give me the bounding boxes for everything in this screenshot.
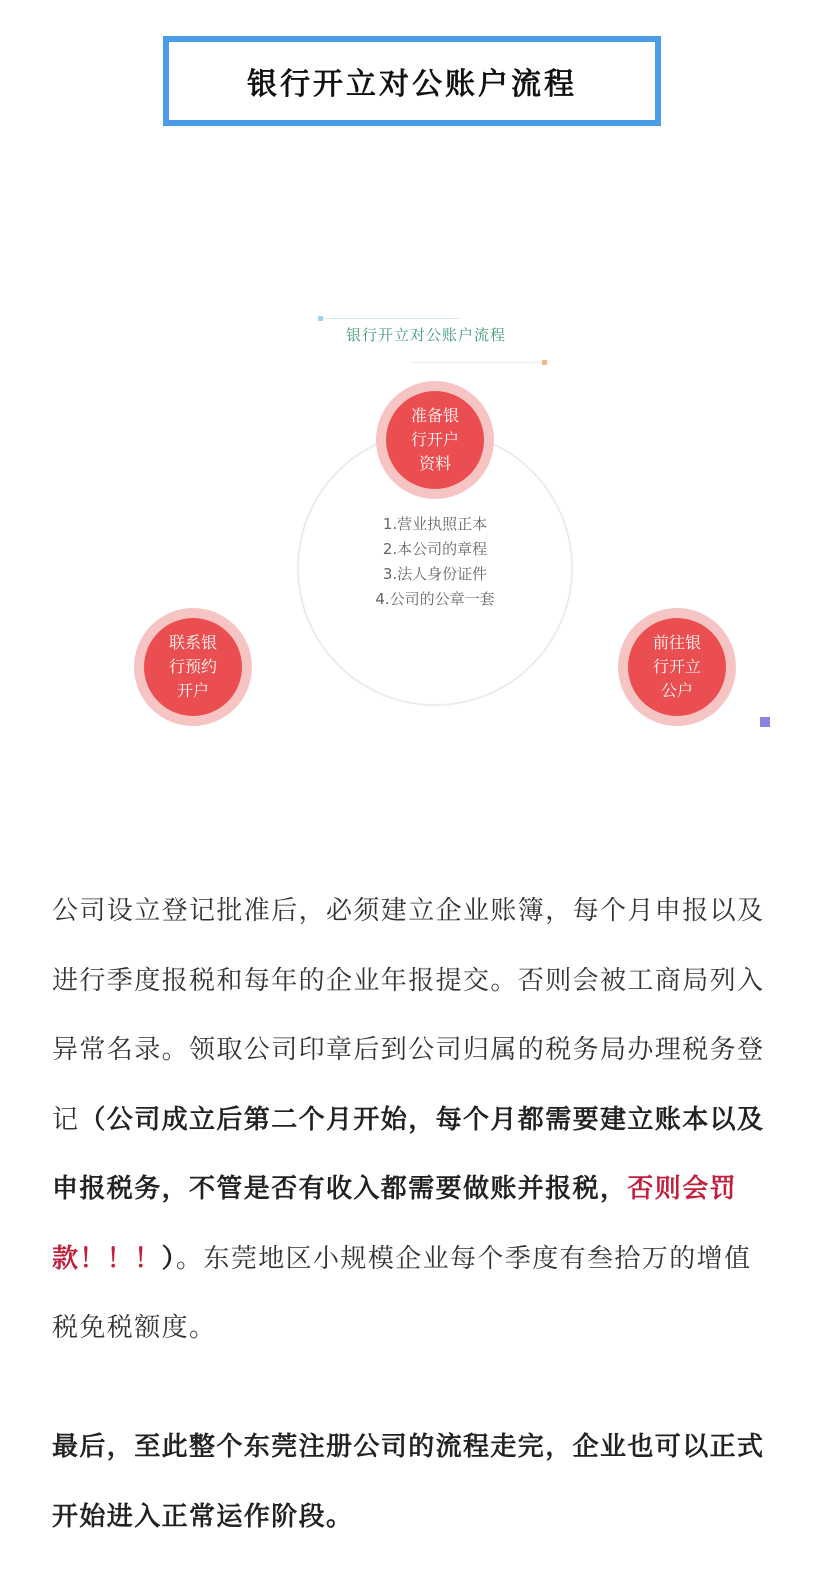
list-item: 3.法人身份证件 <box>382 565 488 583</box>
list-item: 4.公司的公章一套 <box>375 590 495 608</box>
decor-dot <box>318 316 323 321</box>
page-title-box <box>163 36 661 126</box>
paragraph-text: 。东莞地区小规模企业每个季度有叁拾万的增值税免税额度。 <box>52 1243 752 1343</box>
step-label: 联系银行预约开户 <box>168 633 217 700</box>
diagram-title: 银行开立对公账户流程 <box>346 326 507 344</box>
list-item: 1.营业执照正本 <box>382 515 488 533</box>
body-paragraph-2 <box>52 1413 774 1552</box>
process-diagram <box>0 300 828 760</box>
step-node-open <box>618 608 736 726</box>
step-node-contact <box>134 608 252 726</box>
body-paragraph-1 <box>52 877 774 1364</box>
decor-square <box>760 717 770 727</box>
step-label: 准备银行开户资料 <box>410 406 459 473</box>
paragraph-text: 最后，至此整个东莞注册公司的流程走完，企业也可以正式开始进入正常运作阶段。 <box>52 1432 765 1532</box>
materials-list <box>310 512 560 612</box>
penalty-warning: 否则会罚款！！！ <box>52 1174 738 1274</box>
step-label: 前往银行开立公户 <box>652 633 701 700</box>
diagram-title-block <box>320 312 550 352</box>
paragraph-bold-text: ） <box>161 1243 177 1274</box>
decor-dot <box>542 360 547 365</box>
step-node-prepare <box>376 381 494 499</box>
list-item: 2.本公司的章程 <box>382 540 488 558</box>
paragraph-bold-text: （公司成立后第二个月开始，每个月都需要建立账本以及申报税务，不管是否有收入都需要做账并报税， <box>52 1104 765 1204</box>
decor-line <box>320 318 460 319</box>
decor-line <box>410 362 550 363</box>
page-title: 银行开立对公账户流程 <box>247 67 577 102</box>
paragraph-text: 公司设立登记批准后，必须建立企业账簿，每个月申报以及进行季度报税和每年的企业年报提交。否则会被工商局列入异常名录。领取公司印章后到公司归属的税务局办理税务登记 <box>52 896 765 1135</box>
